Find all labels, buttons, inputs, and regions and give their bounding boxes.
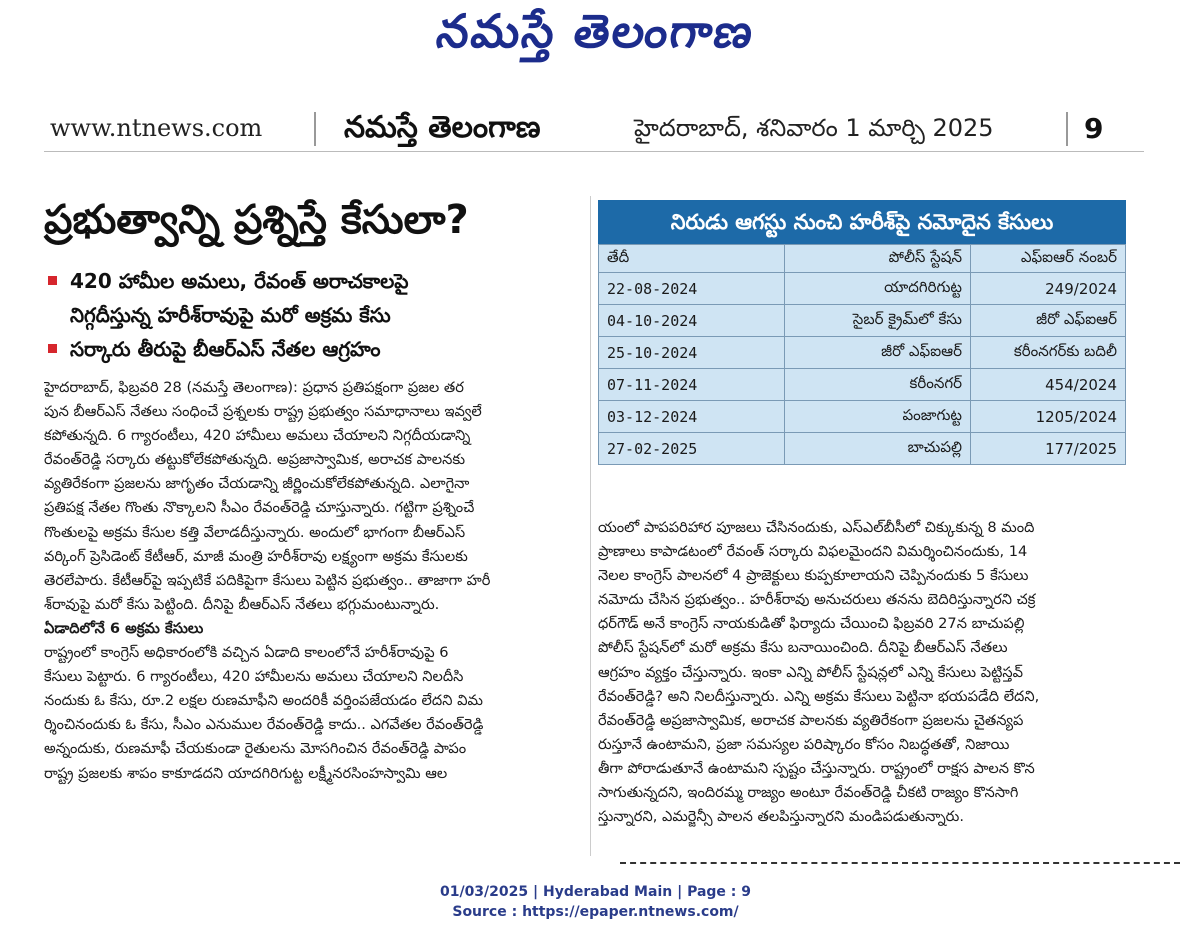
body-line: పున బీఆర్‌ఎస్ నేతలు సంధించే ప్రశ్నలకు రాష్ట్ర ప్రభుత్వం సమాధానాలు ఇవ్వలే bbox=[44, 403, 482, 421]
bullet-marker bbox=[48, 276, 57, 285]
column-divider bbox=[590, 196, 591, 856]
body-line: ర్శించినందుకు ఓ కేసు, సీఎం ఎనుముల రేవంత్‌రెడ్డి కాదు.. ఎగవేతల రేవంత్‌రెడ్డి bbox=[44, 716, 484, 734]
body-line: హైదరాబాద్, ఫిబ్రవరి 28 (నమస్తే తెలంగాణ): ప్రధాన ప్రతిపక్షంగా ప్రజల తర bbox=[44, 379, 464, 396]
article-body-right bbox=[598, 516, 1138, 829]
bullet-item bbox=[44, 264, 604, 298]
table-header-row bbox=[599, 245, 1126, 273]
cell-fir: జీరో ఎఫ్‌ఐఆర్ bbox=[971, 305, 1126, 337]
page-header bbox=[44, 106, 1144, 152]
page-number: 9 bbox=[1084, 112, 1104, 145]
bullet-item bbox=[44, 332, 604, 366]
cell-station: జీరో ఎఫ్‌ఐఆర్ bbox=[785, 337, 971, 369]
body-line: ప్రతిపక్ష నేతల గొంతు నొక్కాలని సీఎం రేవంత్‌రెడ్డి చూస్తున్నారు. గట్టిగా ప్రశ్నించే bbox=[44, 499, 475, 517]
cell-fir: 1205/2024 bbox=[971, 401, 1126, 433]
cell-fir: కరీంనగర్‌కు బదిలీ bbox=[971, 337, 1126, 369]
body-line: కపోతున్నది. 6 గ్యారంటీలు, 420 హామీలు అమలు చేయాలని నిగ్గదీయడాన్ని bbox=[44, 427, 471, 445]
column-header-date: తేదీ bbox=[599, 245, 785, 273]
cases-table-title: నిరుడు ఆగస్టు నుంచి హరీశ్‌పై నమోదైన కేసులు bbox=[598, 200, 1126, 244]
header-separator bbox=[314, 112, 316, 146]
table-row bbox=[599, 401, 1126, 433]
cell-date: 27-02-2025 bbox=[599, 433, 785, 465]
cell-station: పంజాగుట్ట bbox=[785, 401, 971, 433]
body-line: గొంతులపై అక్రమ కేసుల కత్తి వేలాడదీస్తున్నారు. అందులో భాగంగా బీఆర్‌ఎస్ bbox=[44, 523, 466, 541]
cell-station: యాదగిరిగుట్ట bbox=[785, 273, 971, 305]
footer-source-link[interactable]: Source : https://epaper.ntnews.com/ bbox=[452, 904, 739, 920]
body-line: రేవంత్‌రెడ్డి సర్కారు తట్టుకోలేకపోతున్నది. అప్రజాస్వామిక, అరాచక పాలనకు bbox=[44, 451, 465, 469]
body-line: అన్నందుకు, రుణమాఫీ చేయకుండా రైతులను మోసగించిన రేవంత్‌రెడ్డి పాపం bbox=[44, 740, 467, 758]
header-date: హైదరాబాద్, శనివారం 1 మార్చి 2025 bbox=[634, 114, 994, 142]
body-line: రాష్ట్రంలో కాంగ్రెస్ అధికారంలోకి వచ్చిన ఏడాది కాలంలోనే హరీశ్‌రావుపై 6 bbox=[44, 644, 449, 662]
article-bullets bbox=[44, 264, 604, 366]
body-line: కేసులు పెట్టారు. 6 గ్యారంటీలు, 420 హామీలను అమలు చేయాలని నిలదీసి bbox=[44, 668, 464, 686]
cases-table-box bbox=[598, 200, 1126, 465]
bullet-text: 420 హామీల అమలు, రేవంత్ అరాచకాలపై bbox=[70, 269, 409, 293]
masthead-logo: నమస్తే తెలంగాణ bbox=[433, 4, 759, 58]
cell-station: కరీంనగర్ bbox=[785, 369, 971, 401]
cell-station: బాచుపల్లి bbox=[785, 433, 971, 465]
body-line: రేవంత్‌రెడ్డి? అని నిలదీస్తున్నారు. ఎన్ని అక్రమ కేసులు పెట్టినా భయపడేది లేదని, bbox=[598, 687, 1040, 705]
body-line: పోలీస్ స్టేషన్‌లో మరో అక్రమ కేసు బనాయించింది. దీనిపై బీఆర్‌ఎస్ నేతలు bbox=[598, 639, 1008, 657]
body-line: ప్రాణాలు కాపాడటంలో రేవంత్ సర్కారు విఫలమైందని విమర్శించినందుకు, 14 bbox=[598, 543, 1028, 561]
body-line: ధర్‌గౌడ్ అనే కాంగ్రెస్ నాయకుడితో ఫిర్యాదు చేయించి ఫిబ్రవరి 27న బాచుపల్లి bbox=[598, 615, 1025, 633]
column-header-station: పోలీస్ స్టేషన్ bbox=[785, 245, 971, 273]
cell-date: 03-12-2024 bbox=[599, 401, 785, 433]
cell-date: 25-10-2024 bbox=[599, 337, 785, 369]
cell-date: 04-10-2024 bbox=[599, 305, 785, 337]
cell-date: 07-11-2024 bbox=[599, 369, 785, 401]
body-line: నమోదు చేసిన ప్రభుత్వం.. హరీశ్‌రావు అనుచరులు తనను బెదిరిస్తున్నారని చక్ర bbox=[598, 591, 1036, 609]
bullet-marker bbox=[48, 344, 57, 353]
body-line: నందుకు ఓ కేసు, రూ.2 లక్షల రుణమాఫీని అందరికీ వర్తింపజేయడం లేదని విమ bbox=[44, 692, 483, 710]
bullet-text: సర్కారు తీరుపై బీఆర్‌ఎస్ నేతల ఆగ్రహం bbox=[70, 337, 381, 361]
table-row bbox=[599, 433, 1126, 465]
article-body-left bbox=[44, 376, 586, 786]
body-line: రేవంత్‌రెడ్డి అప్రజాస్వామిక, అరాచక పాలనకు వ్యతిరేకంగా ప్రజలను చైతన్యప bbox=[598, 711, 1024, 729]
cell-date: 22-08-2024 bbox=[599, 273, 785, 305]
cell-station: సైబర్ క్రైమ్‌లో కేసు bbox=[785, 305, 971, 337]
article-subhead: ఏడాదిలోనే 6 అక్రమ కేసులు bbox=[44, 619, 204, 637]
table-row bbox=[599, 369, 1126, 401]
cell-fir: 454/2024 bbox=[971, 369, 1126, 401]
body-line: రుస్తూనే ఉంటామని, ప్రజా సమస్యల పరిష్కారం కోసం నిబద్ధతతో, నిజాయి bbox=[598, 735, 1010, 753]
body-line: నెలల కాంగ్రెస్ పాలనలో 4 ప్రాజెక్టులు కుప్పకూలాయని చెప్పినందుకు 5 కేసులు bbox=[598, 567, 1029, 585]
cell-fir: 249/2024 bbox=[971, 273, 1126, 305]
body-line: శ్‌రావుపై మరో కేసు పెట్టింది. దీనిపై బీఆర్‌ఎస్ నేతలు భగ్గుమంటున్నారు. bbox=[44, 595, 440, 613]
body-line: స్తున్నారని, ఎమర్జెన్సీ పాలన తలపిస్తున్నారని మండిపడుతున్నారు. bbox=[598, 808, 964, 826]
body-line: యంలో పాపపరిహార పూజలు చేసినందుకు, ఎస్‌ఎల్‌బీసీలో చిక్కుకున్న 8 మంది bbox=[598, 519, 1035, 536]
footer-edition-info: 01/03/2025 | Hyderabad Main | Page : 9 bbox=[439, 884, 752, 900]
site-url[interactable]: www.ntnews.com bbox=[50, 114, 263, 142]
header-brand: నమస్తే తెలంగాణ bbox=[344, 110, 541, 145]
bullet-text: నిగ్గదీస్తున్న హరీశ్‌రావుపై మరో అక్రమ కేసు bbox=[70, 303, 391, 327]
cases-table bbox=[598, 244, 1126, 465]
body-line: తెరలేపారు. కేటీఆర్‌పై ఇప్పటికే పదికిపైగా కేసులు పెట్టిన ప్రభుత్వం.. తాజాగా హరీ bbox=[44, 571, 491, 589]
bullet-item-continued bbox=[44, 298, 604, 332]
body-line: ఆగ్రహం వ్యక్తం చేస్తున్నారు. ఇంకా ఎన్ని పోలీస్ స్టేషన్లలో ఎన్ని కేసులు పెట్టిస్తవ్ bbox=[598, 663, 1023, 681]
end-of-article-rule bbox=[620, 862, 1180, 864]
table-row bbox=[599, 305, 1126, 337]
body-line: తీగా పోరాడుతూనే ఉంటామని స్పష్టం చేస్తున్నారు. రాష్ట్రంలో రాక్షస పాలన కొన bbox=[598, 759, 1035, 777]
cell-fir: 177/2025 bbox=[971, 433, 1126, 465]
column-header-fir: ఎఫ్‌ఐఆర్ నంబర్ bbox=[971, 245, 1126, 273]
body-line: వ్యతిరేకంగా ప్రజలను జాగృతం చేయడాన్ని జీర్ణించుకోలేకపోతున్నది. ఎలాగైనా bbox=[44, 475, 470, 493]
body-line: సాగుతున్నదని, ఇందిరమ్మ రాజ్యం అంటూ రేవంత్‌రెడ్డి చీకటి రాజ్యం కొనసాగి bbox=[598, 784, 1019, 802]
body-line: వర్కింగ్ ప్రెసిడెంట్ కేటీఆర్, మాజీ మంత్రి హరీశ్‌రావు లక్ష్యంగా అక్రమ కేసులకు bbox=[44, 547, 468, 565]
masthead bbox=[0, 0, 1191, 92]
article-headline: ప్రభుత్వాన్ని ప్రశ్నిస్తే కేసులా? bbox=[44, 197, 469, 243]
table-row bbox=[599, 273, 1126, 305]
body-line: రాష్ట్ర ప్రజలకు శాపం కాకూడదని యాదగిరిగుట్ట లక్ష్మీనరసింహస్వామి ఆల bbox=[44, 764, 448, 782]
header-separator bbox=[1066, 112, 1068, 146]
table-row bbox=[599, 337, 1126, 369]
page-footer bbox=[0, 882, 1191, 922]
